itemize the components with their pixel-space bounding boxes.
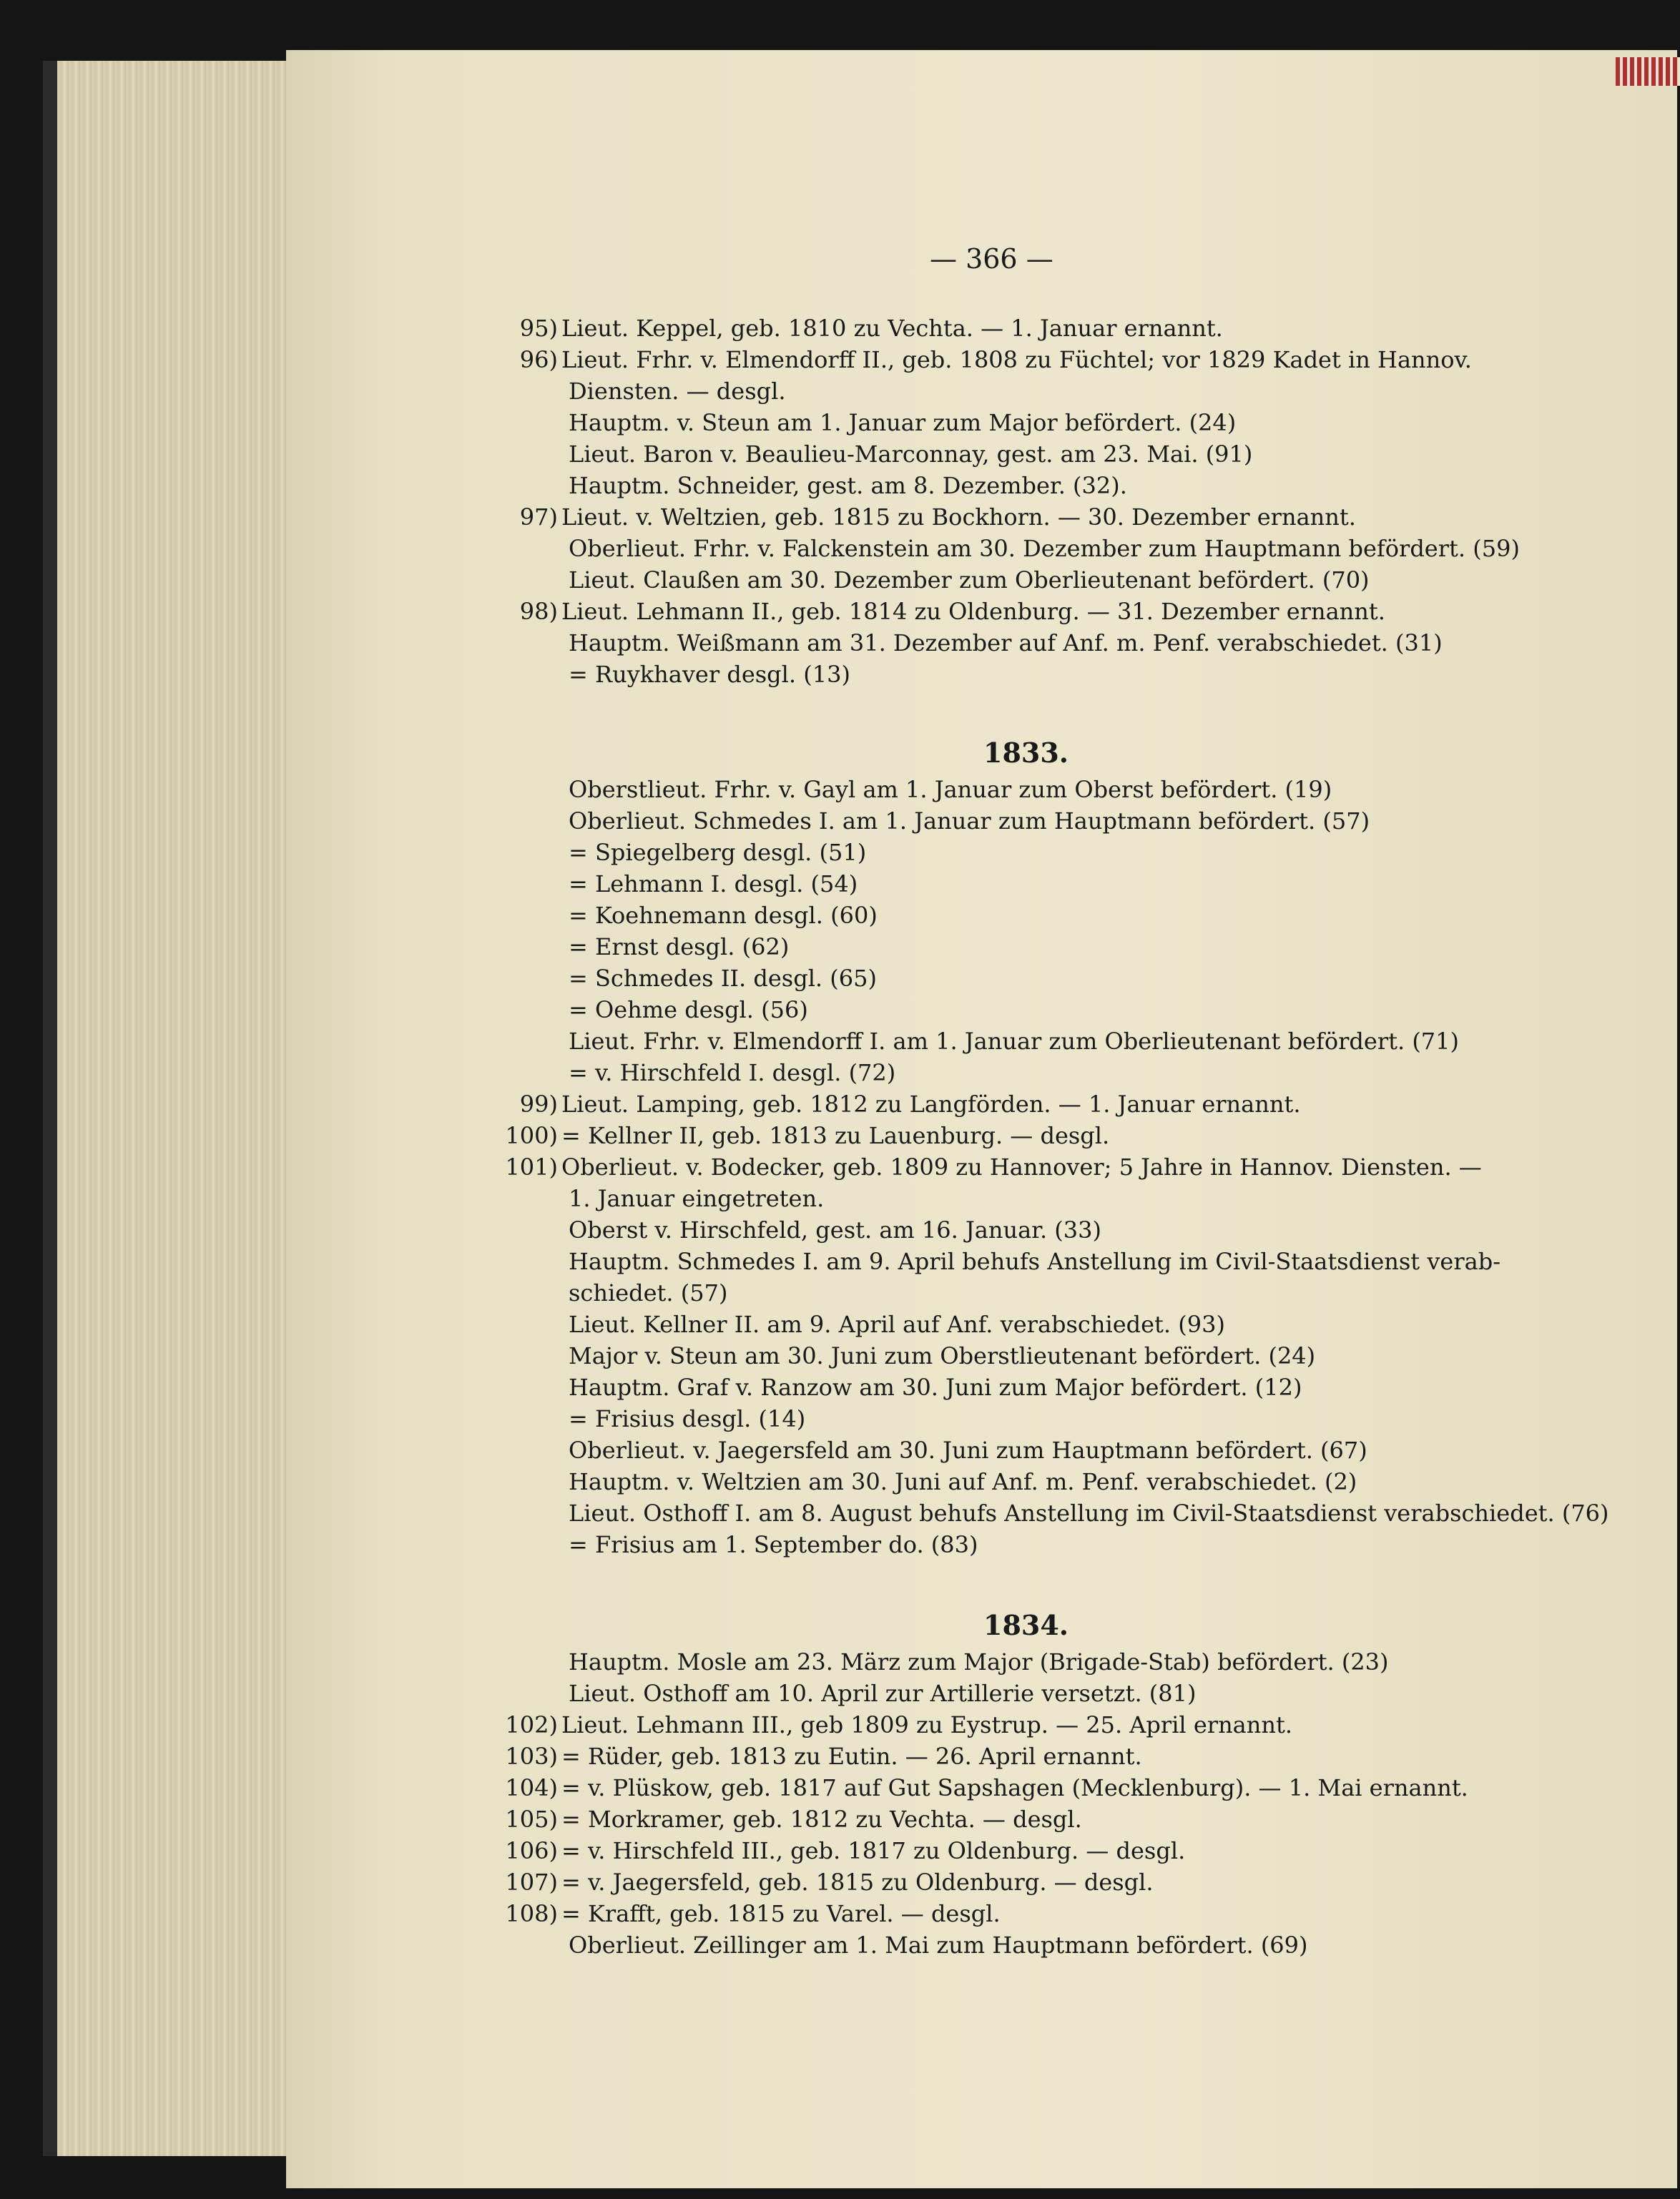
- entry-text: Lieut. Baron v. Beaulieu-Marconnay, gest. am 23. Mai. (91): [569, 441, 1253, 468]
- entry-text: Oberstlieut. Frhr. v. Gayl am 1. Januar zum Oberst befördert. (19): [569, 776, 1332, 803]
- entry-text: Diensten. — desgl.: [569, 378, 786, 405]
- entry-text: schiedet. (57): [569, 1279, 728, 1307]
- entry-number: 104): [505, 1774, 558, 1801]
- entry-text: Lieut. Osthoff I. am 8. August behufs Anstellung im Civil-Staatsdienst verabschiedet. (76): [569, 1500, 1609, 1527]
- entry-number: 101): [505, 1153, 558, 1181]
- entry-text: Lieut. Frhr. v. Elmendorff II., geb. 1808 zu Füchtel; vor 1829 Kadet in Hannov.: [561, 346, 1472, 373]
- entry-text: = Lehmann I. desgl. (54): [569, 870, 858, 897]
- entry-text: Lieut. Frhr. v. Elmendorff I. am 1. Januar zum Oberlieutenant befördert. (71): [569, 1028, 1459, 1055]
- entry-number: 96): [519, 346, 558, 373]
- entry-text: Oberlieut. Frhr. v. Falckenstein am 30. Dezember zum Hauptmann befördert. (59): [569, 535, 1520, 562]
- entry-text: Hauptm. Schmedes I. am 9. April behufs Anstellung im Civil-Staatsdienst verab-: [569, 1248, 1500, 1275]
- entry-number: 106): [505, 1837, 558, 1864]
- entry-text: Hauptm. v. Weltzien am 30. Juni auf Anf. m. Penf. verabschiedet. (2): [569, 1468, 1357, 1495]
- entry-text: Oberst v. Hirschfeld, gest. am 16. Januar. (33): [569, 1216, 1101, 1244]
- entry-number: 103): [505, 1743, 558, 1770]
- entry-text: Lieut. Osthoff am 10. April zur Artillerie versetzt. (81): [569, 1680, 1197, 1707]
- year-heading-1834: 1834.: [983, 1609, 1069, 1641]
- entry-text: = Frisius desgl. (14): [569, 1405, 806, 1432]
- page-number: — 366 —: [930, 243, 1053, 275]
- entry-text: = v. Hirschfeld I. desgl. (72): [569, 1059, 896, 1086]
- entry-text: Lieut. Lamping, geb. 1812 zu Langförden. — 1. Januar ernannt.: [561, 1091, 1301, 1118]
- entry-text: = Morkramer, geb. 1812 zu Vechta. — desgl.: [561, 1806, 1082, 1833]
- entry-text: Hauptm. Weißmann am 31. Dezember auf Anf. m. Penf. verabschiedet. (31): [569, 629, 1443, 656]
- entry-text: Hauptm. Mosle am 23. März zum Major (Brigade-Stab) befördert. (23): [569, 1648, 1389, 1676]
- entry-text: = Oehme desgl. (56): [569, 996, 808, 1023]
- entry-text: Oberlieut. v. Bodecker, geb. 1809 zu Hannover; 5 Jahre in Hannov. Diensten. —: [561, 1153, 1482, 1181]
- entry-text: Lieut. Kellner II. am 9. April auf Anf. verabschiedet. (93): [569, 1311, 1225, 1338]
- entry-text: = Rüder, geb. 1813 zu Eutin. — 26. April ernannt.: [561, 1743, 1142, 1770]
- entry-text: = Kellner II, geb. 1813 zu Lauenburg. — desgl.: [561, 1122, 1110, 1149]
- entry-text: = Spiegelberg desgl. (51): [569, 839, 867, 866]
- entry-number: 97): [519, 503, 558, 531]
- entry-text: = v. Jaegersfeld, geb. 1815 zu Oldenburg. — desgl.: [561, 1869, 1154, 1896]
- entry-text: Hauptm. v. Steun am 1. Januar zum Major befördert. (24): [569, 409, 1237, 436]
- entry-text: Major v. Steun am 30. Juni zum Oberstlieutenant befördert. (24): [569, 1342, 1316, 1369]
- entry-number: 95): [519, 315, 558, 342]
- entry-text: = Frisius am 1. September do. (83): [569, 1531, 978, 1558]
- entry-number: 102): [505, 1711, 558, 1738]
- entry-text: Lieut. Claußen am 30. Dezember zum Oberlieutenant befördert. (70): [569, 566, 1370, 594]
- entry-text: Lieut. v. Weltzien, geb. 1815 zu Bockhorn. — 30. Dezember ernannt.: [561, 503, 1356, 531]
- entry-text: Hauptm. Graf v. Ranzow am 30. Juni zum Major befördert. (12): [569, 1374, 1302, 1401]
- entry-text: = Ernst desgl. (62): [569, 933, 790, 960]
- entry-number: 98): [519, 598, 558, 625]
- entry-text: Lieut. Lehmann III., geb 1809 zu Eystrup. — 25. April ernannt.: [561, 1711, 1292, 1738]
- entry-number: 107): [505, 1869, 558, 1896]
- entry-text: = Ruykhaver desgl. (13): [569, 661, 850, 688]
- year-heading-1833: 1833.: [983, 737, 1069, 769]
- entry-text: = Krafft, geb. 1815 zu Varel. — desgl.: [561, 1900, 1001, 1927]
- entry-text: Oberlieut. Zeillinger am 1. Mai zum Hauptmann befördert. (69): [569, 1932, 1308, 1959]
- entry-number: 100): [505, 1122, 558, 1149]
- entry-text: = Schmedes II. desgl. (65): [569, 965, 877, 992]
- entry-text: = Koehnemann desgl. (60): [569, 902, 878, 929]
- entry-text: Lieut. Keppel, geb. 1810 zu Vechta. — 1. Januar ernannt.: [561, 315, 1223, 342]
- entry-number: 108): [505, 1900, 558, 1927]
- entry-text: Hauptm. Schneider, gest. am 8. Dezember. (32).: [569, 472, 1127, 499]
- entry-text: Oberlieut. Schmedes I. am 1. Januar zum Hauptmann befördert. (57): [569, 807, 1370, 835]
- entry-text: Oberlieut. v. Jaegersfeld am 30. Juni zum Hauptmann befördert. (67): [569, 1437, 1367, 1464]
- entry-number: 105): [505, 1806, 558, 1833]
- entry-number: 99): [519, 1091, 558, 1118]
- entry-text: = v. Plüskow, geb. 1817 auf Gut Sapshagen (Mecklenburg). — 1. Mai ernannt.: [561, 1774, 1468, 1801]
- entry-text: Lieut. Lehmann II., geb. 1814 zu Oldenburg. — 31. Dezember ernannt.: [561, 598, 1385, 625]
- entry-text: = v. Hirschfeld III., geb. 1817 zu Oldenburg. — desgl.: [561, 1837, 1186, 1864]
- entry-text: 1. Januar eingetreten.: [569, 1185, 825, 1212]
